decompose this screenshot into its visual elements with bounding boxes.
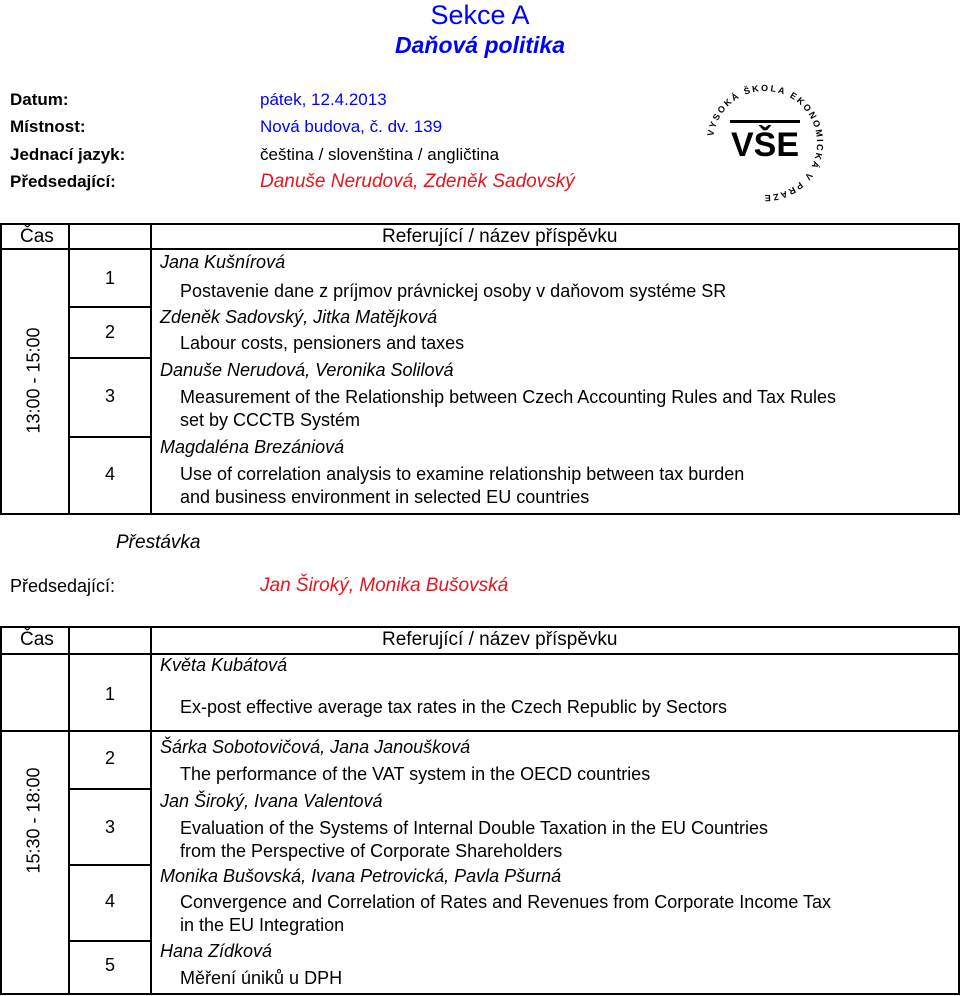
session2-num-1: 1 bbox=[104, 684, 115, 704]
session1-col-talk: Referující / název příspěvku bbox=[382, 226, 618, 247]
break-label: Přestávka bbox=[116, 532, 201, 553]
session1-talk-2: Labour costs, pensioners and taxes bbox=[180, 333, 465, 353]
session2-talk-4a: Convergence and Correlation of Rates and Revenues from Corporate Income Tax bbox=[180, 892, 832, 912]
session1-talk-4b: and business environment in selected EU countries bbox=[180, 487, 590, 507]
session1-author-3: Danuše Nerudová, Veronika Solilová bbox=[160, 360, 454, 380]
session2-talk-5: Měření úniků u DPH bbox=[180, 968, 343, 988]
session2-talk-3a: Evaluation of the Systems of Internal Double Taxation in the EU Countries bbox=[180, 818, 768, 838]
date-label: Datum: bbox=[10, 90, 69, 109]
svg-text:VŠE: VŠE bbox=[730, 126, 800, 164]
session1-talk-1: Postavenie dane z príjmov právnickej osoby v daňovom systéme SR bbox=[180, 281, 727, 301]
session2-time: 15:30 - 18:00 bbox=[23, 767, 44, 874]
date-value: pátek, 12.4.2013 bbox=[260, 90, 387, 109]
chair2-value: Jan Široký, Monika Bušovská bbox=[260, 575, 509, 596]
session2-author-2: Šárka Sobotovičová, Jana Janoušková bbox=[160, 737, 471, 757]
section-subtitle: Daňová politika bbox=[395, 32, 565, 58]
session1-talk-3a: Measurement of the Relationship between Czech Accounting Rules and Tax Rules bbox=[180, 387, 837, 407]
chair-label: Předsedající: bbox=[10, 172, 116, 191]
session1-num-3: 3 bbox=[104, 386, 115, 406]
vse-logo bbox=[700, 78, 830, 208]
session1-talk-4a: Use of correlation analysis to examine relationship between tax burden bbox=[180, 464, 745, 484]
session2-author-1: Květa Kubátová bbox=[160, 655, 288, 675]
session2-col-time: Čas bbox=[20, 629, 54, 650]
session1-col-time: Čas bbox=[20, 226, 54, 247]
session2-num-3: 3 bbox=[104, 817, 115, 837]
session1-talk-3b: set by CCCTB Systém bbox=[180, 410, 361, 430]
language-label: Jednací jazyk: bbox=[10, 145, 126, 164]
session1-time: 13:00 - 15:00 bbox=[23, 327, 44, 434]
chair2-label: Předsedající: bbox=[10, 576, 116, 596]
session1-author-4: Magdaléna Brezániová bbox=[160, 437, 345, 457]
session2-talk-4b: in the EU Integration bbox=[180, 915, 345, 935]
session2-talk-1: Ex-post effective average tax rates in the Czech Republic by Sectors bbox=[180, 697, 727, 717]
language-value: čeština / slovenština / angličtina bbox=[260, 145, 500, 164]
session2-num-4: 4 bbox=[104, 891, 115, 911]
session2-talk-3b: from the Perspective of Corporate Shareholders bbox=[180, 841, 563, 861]
svg-text:VYSOKÁ ŠKOLA EKONOMICKÁ V PRAZ: VYSOKÁ ŠKOLA EKONOMICKÁ V PRAZE bbox=[705, 82, 826, 204]
session2-author-4: Monika Bušovská, Ivana Petrovická, Pavla Pšurná bbox=[160, 866, 562, 886]
session2-num-5: 5 bbox=[104, 955, 115, 975]
session2-num-2: 2 bbox=[104, 748, 115, 768]
session1-num-2: 2 bbox=[104, 322, 115, 342]
room-value: Nová budova, č. dv. 139 bbox=[260, 117, 443, 136]
session2-talk-2: The performance of the VAT system in the OECD countries bbox=[180, 764, 651, 784]
session2-author-3: Jan Široký, Ivana Valentová bbox=[160, 791, 383, 811]
session2-col-talk: Referující / název příspěvku bbox=[382, 629, 618, 650]
session1-num-1: 1 bbox=[104, 268, 115, 288]
section-title: Sekce A bbox=[430, 0, 530, 30]
room-label: Místnost: bbox=[10, 117, 86, 136]
chair-value: Danuše Nerudová, Zdeněk Sadovský bbox=[260, 171, 575, 192]
session1-author-2: Zdeněk Sadovský, Jitka Matějková bbox=[160, 307, 438, 327]
session1-num-4: 4 bbox=[104, 464, 115, 484]
session2-author-5: Hana Zídková bbox=[160, 941, 273, 961]
session1-author-1: Jana Kušnírová bbox=[160, 252, 286, 272]
